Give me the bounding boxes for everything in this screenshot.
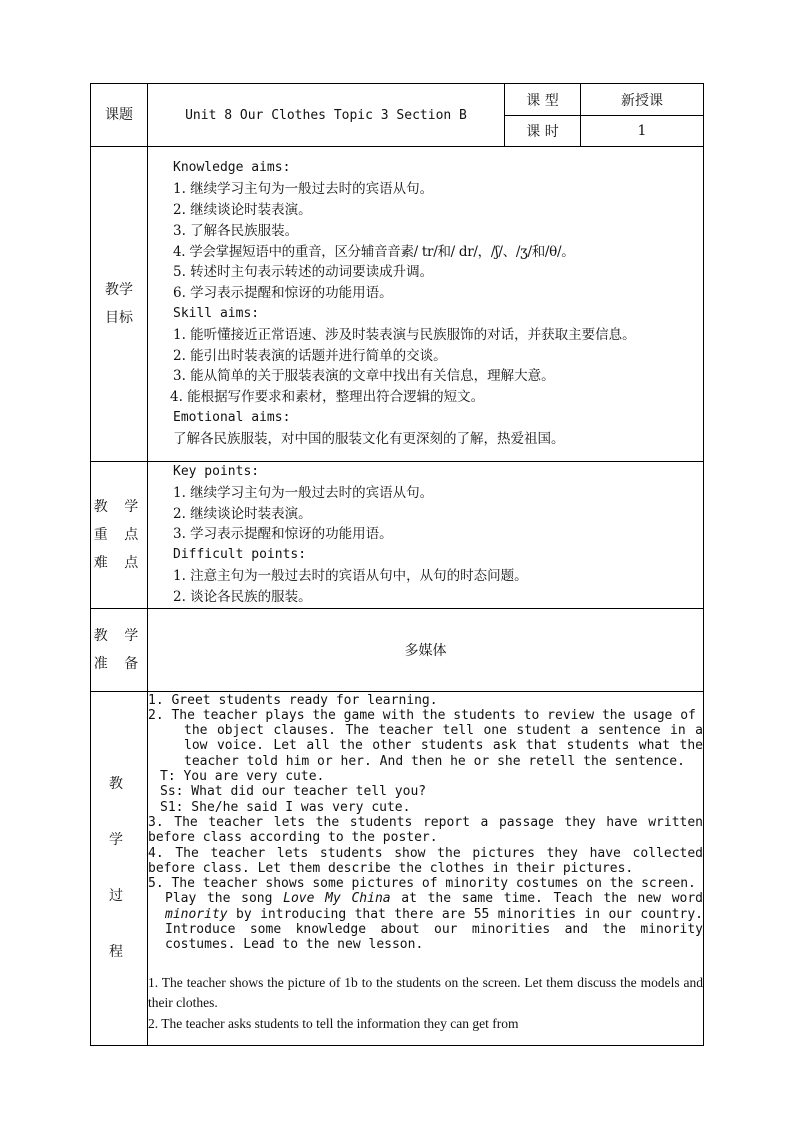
aims-content: [148, 147, 704, 462]
aims-label: 教学 目标: [91, 147, 148, 462]
preparation-row: [91, 608, 704, 691]
dialog-teacher: T: You are very cute.: [160, 769, 325, 785]
skill-item: 3. 能从简单的关于服装表演的文章中找出有关信息，理解大意。: [173, 368, 555, 385]
aims-row: [91, 147, 704, 462]
type-value: 新授课: [581, 84, 704, 116]
difficult-item: 2. 谈论各民族的服装。: [173, 588, 312, 605]
process-row: [91, 691, 704, 1045]
skill-heading: Skill aims:: [173, 306, 260, 321]
knowledge-item: 3. 了解各民族服装。: [173, 222, 299, 239]
step-2-body: the object clauses. The teacher tell one student a sentence in a low voice. Let all the other students ask that students what the teacher told him or her. And then he or she retell the sentence.: [184, 723, 703, 769]
step-1: 1. Greet students ready for learning.: [148, 692, 438, 708]
skill-item: 2. 能引出时装表演的话题并进行简单的交谈。: [173, 347, 447, 364]
presentation-step-2: 2. The teacher asks students to tell the information they can get from: [148, 1015, 519, 1031]
keypoints-label: 教 学 重 点 难 点: [91, 462, 148, 609]
key-item: 2. 继续谈论时装表演。: [173, 505, 312, 522]
knowledge-heading: Knowledge aims:: [173, 160, 291, 176]
difficult-heading: Difficult points:: [173, 547, 307, 563]
key-heading: Key points:: [173, 464, 260, 479]
topic-title: Unit 8 Our Clothes Topic 3 Section B: [148, 84, 505, 147]
process-label: 教 学 过 程: [91, 691, 148, 1045]
new-word: minority: [165, 906, 228, 922]
knowledge-item: 4. 学会掌握短语中的重音，区分辅音音素/ tr/和/ dr/，/ʃ/、/ʒ/和/θ/。: [173, 243, 575, 260]
emotional-heading: Emotional aims:: [173, 409, 291, 425]
knowledge-item: 5. 转述时主句表示转述的动词要读成升调。: [173, 264, 434, 281]
topic-label: 课题: [91, 84, 148, 147]
knowledge-item: 1. 继续学习主句为一般过去时的宾语从句。: [173, 181, 434, 198]
step-2-lead: 2. The teacher plays the game with the students to review the usage of: [148, 707, 696, 723]
key-item: 1. 继续学习主句为一般过去时的宾语从句。: [173, 484, 434, 501]
step-4: 4. The teacher lets students show the pictures they have collected before class. Let them describe the clothes in their pictures.: [148, 845, 703, 876]
knowledge-item: 2. 继续谈论时装表演。: [173, 202, 312, 219]
presentation-step-1: 1. The teacher shows the picture of 1b to the students on the screen. Let them discuss the models and their clothes.: [148, 974, 703, 1011]
preparation-label: 教 学 准 备: [91, 608, 148, 691]
hours-label: 课 时: [505, 116, 581, 147]
hours-value: 1: [581, 116, 704, 147]
knowledge-item: 6. 学习表示提醒和惊讶的功能用语。: [173, 285, 393, 302]
lesson-plan-table: [90, 83, 704, 1046]
step-5-body: Play the song Love My China at the same time. Teach the new word minority by introducing that there are 55 minorities in our country. Introduce some knowledge about our minorities and the minority costumes. Lead to the new lesson.: [165, 891, 703, 953]
step-3: 3. The teacher lets the students report a passage they have written before class according to the poster.: [148, 814, 703, 846]
key-item: 3. 学习表示提醒和惊讶的功能用语。: [173, 526, 393, 543]
preparation-value: 多媒体: [148, 608, 704, 691]
dialog-student-one: S1: She/he said I was very cute.: [160, 799, 411, 815]
section-gap: [148, 953, 703, 973]
dialog-students: Ss: What did our teacher tell you?: [160, 784, 427, 800]
step-5-lead: 5. The teacher shows some pictures of minority costumes on the screen.: [148, 876, 696, 892]
type-label: 课 型: [505, 84, 581, 116]
song-title: Love My China: [283, 891, 391, 907]
skill-item: 4. 能根据写作要求和素材，整理出符合逻辑的短文。: [170, 389, 485, 406]
process-content: [148, 691, 704, 1045]
keypoints-content: [148, 462, 704, 609]
emotional-text: 了解各民族服装，对中国的服装文化有更深刻的了解，热爱祖国。: [173, 430, 565, 447]
keypoints-row: [91, 462, 704, 609]
skill-item: 1. 能听懂接近正常语速、涉及时装表演与民族服饰的对话，并获取主要信息。: [173, 326, 636, 343]
difficult-item: 1. 注意主句为一般过去时的宾语从句中，从句的时态问题。: [173, 567, 528, 584]
header-row-type: [91, 84, 704, 116]
